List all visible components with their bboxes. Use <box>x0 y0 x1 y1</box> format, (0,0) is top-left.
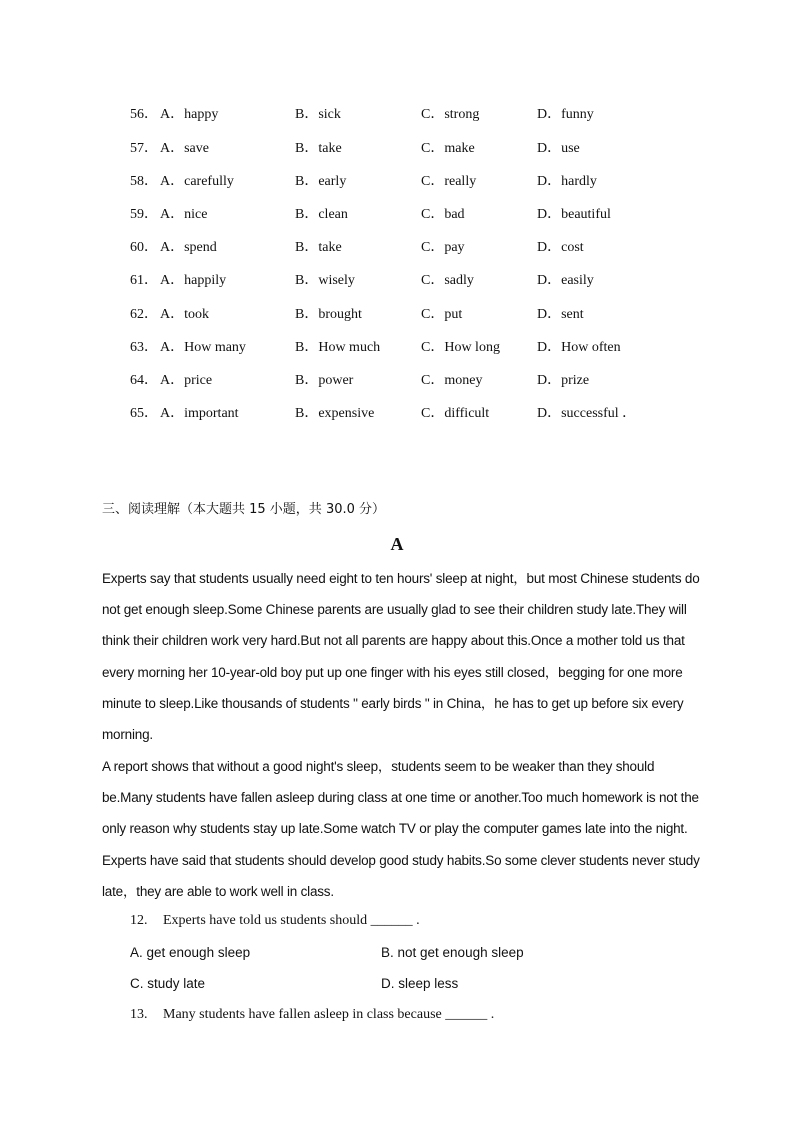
cloze-row-63 <box>0 336 794 358</box>
question-number: 63． <box>130 340 158 355</box>
option-c: C．really <box>421 174 477 189</box>
option-a: A．happy <box>160 107 219 122</box>
question-12 <box>130 913 420 929</box>
option-c: C．strong <box>421 107 480 122</box>
question-13 <box>130 1007 494 1023</box>
option-b: B．clean <box>295 207 348 222</box>
question-number: 62． <box>130 307 158 322</box>
option-b: B．sick <box>295 107 341 122</box>
question-number: 65． <box>130 406 158 421</box>
question-number: 13. <box>130 1007 148 1022</box>
question-number: 64． <box>130 373 158 388</box>
cloze-row-64 <box>0 369 794 391</box>
option-c: C．pay <box>421 240 465 255</box>
option-a: A．price <box>160 373 213 388</box>
question-12-option-c: C. study late <box>130 976 206 991</box>
cloze-row-62 <box>0 303 794 325</box>
option-d: D．use <box>537 141 580 156</box>
option-d: D．cost <box>537 240 584 255</box>
option-c: C．How long <box>421 340 500 355</box>
option-b: B．early <box>295 174 347 189</box>
option-d: D．beautiful <box>537 207 611 222</box>
question-number: 60． <box>130 240 158 255</box>
cloze-row-59 <box>0 203 794 225</box>
question-12-option-a: A. get enough sleep <box>130 945 251 960</box>
question-number: 56． <box>130 107 158 122</box>
option-d: D．sent <box>537 307 584 322</box>
option-c: C．put <box>421 307 463 322</box>
question-number: 12. <box>130 913 148 928</box>
option-b: B．take <box>295 141 342 156</box>
option-a: A．How many <box>160 340 246 355</box>
option-c: C．make <box>421 141 475 156</box>
passage-paragraph-1: Experts say that students usually need eight to ten hours' sleep at night，but most Chinese students do not get enough sleep.Some Chinese parents are usually glad to see their children study late.They will think their children work very hard.But not all parents are happy about this.Once a mother told us that every morning her 10-year-old boy put up one finger with his eyes still closed，begging for one more minute to sleep.Like thousands of students " early birds " in China，he has to get up before six every morning. <box>102 571 700 743</box>
option-b: B．power <box>295 373 354 388</box>
option-c: C．difficult <box>421 406 490 421</box>
passage-paragraph-2: A report shows that without a good night's sleep，students seem to be weaker than they should be.Many students have fallen asleep during class at one time or another.Too much homework is not the only reason why students stay up late.Some watch TV or play the computer games late into the night. Experts have said that students should develop good study habits.So some clever students never study late，they are able to work well in class. <box>102 759 700 899</box>
option-d: D．prize <box>537 373 590 388</box>
option-d: D．How often <box>537 340 621 355</box>
option-a: A．nice <box>160 207 208 222</box>
option-b: B．take <box>295 240 342 255</box>
passage-label: A <box>390 534 404 554</box>
option-a: A．save <box>160 141 209 156</box>
option-c: C．sadly <box>421 273 474 288</box>
question-number: 61． <box>130 273 158 288</box>
option-d: D．easily <box>537 273 594 288</box>
option-d: D．funny <box>537 107 594 122</box>
option-a: A．important <box>160 406 239 421</box>
option-c: C．bad <box>421 207 465 222</box>
question-text: Many students have fallen asleep in class because ______ . <box>163 1007 495 1022</box>
option-a: A．spend <box>160 240 217 255</box>
question-12-option-d: D. sleep less <box>381 976 459 991</box>
option-a: A．carefully <box>160 174 234 189</box>
cloze-row-60 <box>0 236 794 258</box>
cloze-row-58 <box>0 170 794 192</box>
option-a: A．happily <box>160 273 227 288</box>
question-number: 57． <box>130 141 158 156</box>
option-d: D．hardly <box>537 174 597 189</box>
question-number: 58． <box>130 174 158 189</box>
option-b: B．expensive <box>295 406 375 421</box>
option-b: B．How much <box>295 340 381 355</box>
cloze-row-61 <box>0 269 794 291</box>
option-a: A．took <box>160 307 209 322</box>
question-text: Experts have told us students should ______ . <box>163 913 420 928</box>
option-b: B．wisely <box>295 273 355 288</box>
option-b: B．brought <box>295 307 362 322</box>
question-12-option-b: B. not get enough sleep <box>381 945 524 960</box>
option-c: C．money <box>421 373 483 388</box>
cloze-row-56 <box>0 103 794 125</box>
cloze-row-57 <box>0 137 794 159</box>
section-title: 三、阅读理解（本大题共 15 小题，共 30.0 分） <box>102 502 386 517</box>
option-d: D．successful ． <box>537 406 637 421</box>
cloze-row-65 <box>0 402 794 424</box>
question-number: 59． <box>130 207 158 222</box>
